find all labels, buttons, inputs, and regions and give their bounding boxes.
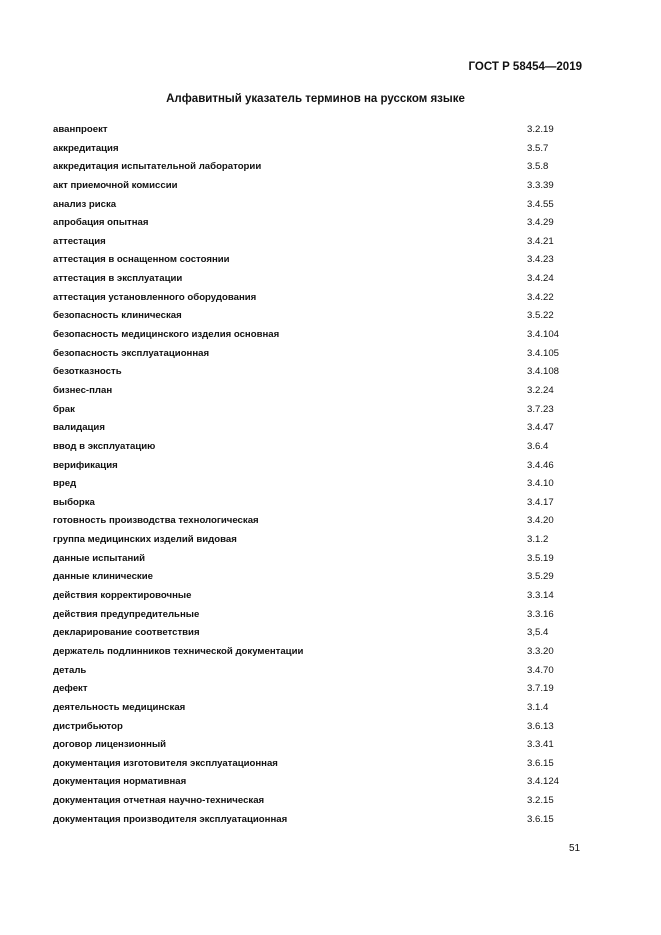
index-reference: 3.4.105	[527, 347, 560, 359]
index-term: апробация опытная	[53, 217, 149, 229]
index-reference: 3.3.20	[527, 645, 554, 657]
index-entry	[53, 643, 593, 662]
index-reference: 3.6.4	[527, 440, 549, 452]
index-term: деталь	[53, 664, 87, 676]
index-term: декларирование соответствия	[53, 627, 200, 639]
index-entry	[53, 419, 593, 438]
index-reference: 3.7.23	[527, 403, 554, 415]
index-term: аттестация установленного оборудования	[53, 291, 257, 303]
page-number: 51	[569, 843, 581, 854]
index-reference: 3.4.21	[527, 235, 554, 247]
index-reference: 3.5.8	[527, 161, 549, 173]
index-term: документация отчетная научно-техническая	[53, 795, 265, 807]
index-term: брак	[53, 403, 75, 415]
index-reference: 3.3.14	[527, 590, 554, 602]
index-term: валидация	[53, 422, 105, 434]
index-entry	[53, 214, 593, 233]
index-entry	[53, 140, 593, 159]
document-header: ГОСТ Р 58454—2019	[468, 61, 582, 73]
index-term: безопасность медицинского изделия основная	[53, 329, 280, 341]
index-entry	[53, 568, 593, 587]
page-title	[0, 93, 661, 105]
page-title-text: Алфавитный указатель терминов на русском языке	[166, 93, 465, 105]
index-entry	[53, 624, 593, 643]
index-reference: 3.4.17	[527, 496, 554, 508]
index-entry	[53, 289, 593, 308]
index-reference: 3.4.55	[527, 198, 554, 210]
index-reference: 3.2.15	[527, 795, 554, 807]
index-reference: 3.4.46	[527, 459, 554, 471]
index-entry	[53, 196, 593, 215]
index-reference: 3.3.16	[527, 608, 554, 620]
index-entry	[53, 121, 593, 140]
index-entry	[53, 662, 593, 681]
index-entry	[53, 550, 593, 569]
index-term: безотказность	[53, 366, 122, 378]
index-entry	[53, 233, 593, 252]
index-term: договор лицензионный	[53, 739, 167, 751]
index-term: аттестация в эксплуатации	[53, 273, 183, 285]
term-index	[53, 121, 593, 829]
index-reference: 3.2.24	[527, 384, 554, 396]
index-reference: 3.5.29	[527, 571, 554, 583]
index-entry	[53, 177, 593, 196]
index-reference: 3,5.4	[527, 627, 549, 639]
index-reference: 3.6.15	[527, 813, 554, 825]
index-entry	[53, 363, 593, 382]
index-term: дефект	[53, 683, 88, 695]
index-term: верификация	[53, 459, 118, 471]
index-entry	[53, 755, 593, 774]
index-term: аттестация	[53, 235, 106, 247]
index-reference: 3.4.124	[527, 776, 560, 788]
index-entry	[53, 475, 593, 494]
index-entry	[53, 606, 593, 625]
index-term: бизнес-план	[53, 384, 113, 396]
index-reference: 3.4.23	[527, 254, 554, 266]
index-entry	[53, 457, 593, 476]
index-term: действия предупредительные	[53, 608, 200, 620]
index-term: выборка	[53, 496, 95, 508]
index-entry	[53, 773, 593, 792]
index-reference: 3.5.7	[527, 142, 549, 154]
index-term: аккредитация испытательной лаборатории	[53, 161, 262, 173]
index-entry	[53, 270, 593, 289]
index-reference: 3.2.19	[527, 124, 554, 135]
index-entry	[53, 512, 593, 531]
index-term: держатель подлинников технической документации	[53, 645, 304, 657]
index-term: документация производителя эксплуатационная	[53, 813, 288, 825]
index-entry	[53, 307, 593, 326]
index-term: документация нормативная	[53, 776, 187, 788]
index-entry	[53, 345, 593, 364]
index-reference: 3.7.19	[527, 683, 554, 695]
index-reference: 3.1.2	[527, 534, 549, 546]
index-reference: 3.4.108	[527, 366, 560, 378]
index-reference: 3.6.13	[527, 720, 554, 732]
index-reference: 3.6.15	[527, 757, 554, 769]
index-reference: 3.4.29	[527, 217, 554, 229]
index-term: вред	[53, 478, 77, 490]
index-entry	[53, 158, 593, 177]
index-reference: 3.5.22	[527, 310, 554, 322]
index-reference: 3.4.70	[527, 664, 554, 676]
index-entry	[53, 494, 593, 513]
index-term: данные клинические	[53, 571, 153, 583]
index-reference: 3.4.24	[527, 273, 554, 285]
index-term: группа медицинских изделий видовая	[53, 534, 237, 546]
index-term: ввод в эксплуатацию	[53, 440, 156, 452]
index-term: аккредитация	[53, 142, 119, 154]
index-reference: 3.4.10	[527, 478, 554, 490]
index-reference: 3.4.22	[527, 291, 554, 303]
index-entry	[53, 326, 593, 345]
index-term: деятельность медицинская	[53, 701, 186, 713]
index-term: аванпроект	[53, 124, 108, 135]
index-term: готовность производства технологическая	[53, 515, 259, 527]
index-term: дистрибьютор	[53, 720, 123, 732]
index-reference: 3.1.4	[527, 701, 549, 713]
index-reference: 3.3.41	[527, 739, 554, 751]
index-term: анализ риска	[53, 198, 117, 210]
index-entry	[53, 680, 593, 699]
index-entry	[53, 792, 593, 811]
index-term: документация изготовителя эксплуатационная	[53, 757, 278, 769]
index-entry	[53, 811, 593, 830]
index-reference: 3.3.39	[527, 179, 554, 191]
index-reference: 3.5.19	[527, 552, 554, 564]
index-reference: 3.4.20	[527, 515, 554, 527]
index-reference: 3.4.47	[527, 422, 554, 434]
index-entry	[53, 531, 593, 550]
index-entry	[53, 438, 593, 457]
index-term: аттестация в оснащенном состоянии	[53, 254, 230, 266]
index-entry	[53, 736, 593, 755]
index-term: данные испытаний	[53, 552, 146, 564]
index-term: акт приемочной комиссии	[53, 179, 178, 191]
index-entry	[53, 401, 593, 420]
index-entry	[53, 718, 593, 737]
index-term: безопасность клиническая	[53, 310, 182, 322]
index-entry	[53, 699, 593, 718]
index-term: безопасность эксплуатационная	[53, 347, 210, 359]
index-term: действия корректировочные	[53, 590, 192, 602]
index-entry	[53, 251, 593, 270]
index-entry	[53, 382, 593, 401]
index-entry	[53, 587, 593, 606]
index-reference: 3.4.104	[527, 329, 560, 341]
